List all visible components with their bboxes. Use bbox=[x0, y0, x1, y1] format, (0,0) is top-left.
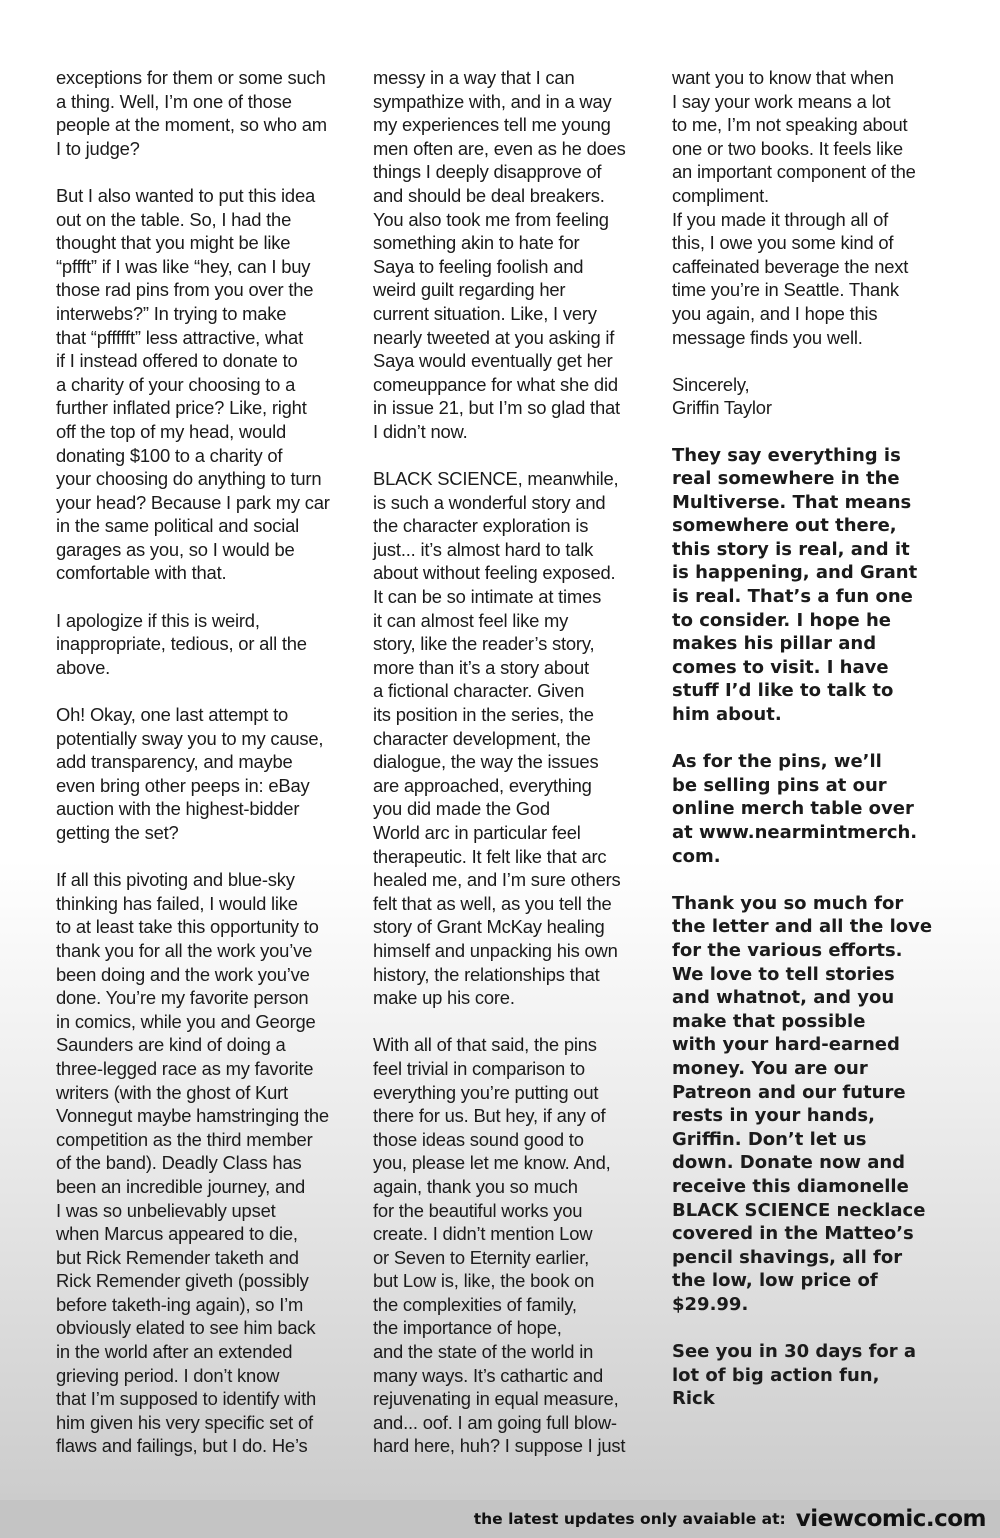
text-line: flaws and failings, but I do. He’s bbox=[56, 1435, 308, 1457]
text-line: before taketh-ing again), so I’m bbox=[56, 1293, 304, 1315]
text-line: With all of that said, the pins bbox=[373, 1034, 597, 1056]
text-line: See you in 30 days for a bbox=[672, 1341, 917, 1363]
footer-text: the latest updates only avaiable at: bbox=[473, 1510, 786, 1528]
text-line: make that possible bbox=[672, 1010, 866, 1032]
text-line: sympathize with, and in a way bbox=[373, 90, 612, 112]
text-line: many ways. It’s cathartic and bbox=[373, 1364, 603, 1386]
text-line: World arc in particular feel bbox=[373, 822, 581, 843]
text-line: is such a wonderful story and bbox=[373, 491, 606, 513]
text-line: this story is real, and it bbox=[672, 538, 910, 560]
text-line: current situation. Like, I very bbox=[373, 302, 597, 324]
text-line: makes his pillar and bbox=[672, 633, 877, 655]
text-line: in the same political and social bbox=[56, 515, 300, 537]
paragraph-gap bbox=[373, 1010, 635, 1034]
text-line: a charity of your choosing to a bbox=[56, 373, 296, 395]
text-line: BLACK SCIENCE necklace bbox=[672, 1199, 926, 1221]
text-line: garages as you, so I would be bbox=[56, 538, 295, 560]
text-line: done. You’re my favorite person bbox=[56, 987, 309, 1009]
text-line: time you’re in Seattle. Thank bbox=[672, 279, 899, 301]
text-line: pencil shavings, all for bbox=[672, 1246, 903, 1268]
text-line: comeuppance for what she did bbox=[373, 373, 618, 395]
text-line: hard here, huh? I suppose I just bbox=[373, 1435, 626, 1457]
text-line: further inflated price? Like, right bbox=[56, 397, 307, 419]
text-line: be selling pins at our bbox=[672, 774, 887, 796]
text-line: or Seven to Eternity earlier, bbox=[373, 1246, 590, 1268]
text-line: thank you for all the work you’ve bbox=[56, 939, 313, 961]
text-line: the letter and all the love bbox=[672, 916, 933, 938]
text-line: Vonnegut maybe hamstringing the bbox=[56, 1105, 329, 1127]
text-line: Saya to feeling foolish and bbox=[373, 255, 584, 277]
text-line: therapeutic. It felt like that arc bbox=[373, 845, 607, 867]
text-line: above. bbox=[56, 656, 111, 678]
text-line: want you to know that when bbox=[672, 67, 894, 88]
text-line: in comics, while you and George bbox=[56, 1010, 316, 1032]
text-line: I was so unbelievably upset bbox=[56, 1199, 276, 1221]
text-line: those rad pins from you over the bbox=[56, 279, 314, 301]
text-line: if I instead offered to donate to bbox=[56, 350, 298, 372]
text-line: your head? Because I park my car bbox=[56, 491, 330, 513]
text-line: You also took me from feeling bbox=[373, 208, 609, 230]
text-line: thinking has failed, I would like bbox=[56, 892, 298, 914]
text-line: auction with the highest-bidder bbox=[56, 798, 300, 820]
text-line: even bring other peeps in: eBay bbox=[56, 774, 310, 796]
text-line: dialogue, the way the issues bbox=[373, 751, 599, 773]
text-line: competition as the third member bbox=[56, 1128, 313, 1150]
text-line: Rick bbox=[672, 1388, 715, 1410]
text-line: lot of big action fun, bbox=[672, 1364, 880, 1386]
text-line: Rick Remender giveth (possibly bbox=[56, 1270, 309, 1292]
text-line: people at the moment, so who am bbox=[56, 114, 327, 136]
text-line: Patreon and our future bbox=[672, 1081, 906, 1103]
paragraph-gap bbox=[672, 349, 932, 373]
text-line: history, the relationships that bbox=[373, 963, 600, 985]
text-line: again, thank you so much bbox=[373, 1175, 578, 1197]
text-line: him about. bbox=[672, 704, 782, 726]
text-line: character development, the bbox=[373, 727, 591, 749]
text-line: that “pffffft” less attractive, what bbox=[56, 326, 303, 348]
text-line: receive this diamonelle bbox=[672, 1175, 909, 1197]
text-line: money. You are our bbox=[672, 1057, 868, 1079]
text-line: They say everything is bbox=[672, 444, 901, 466]
text-line: something akin to hate for bbox=[373, 232, 580, 254]
paragraph-gap bbox=[672, 727, 932, 751]
editor-reply bbox=[672, 444, 932, 1411]
text-line: the low, low price of bbox=[672, 1270, 878, 1292]
text-line: but Low is, like, the book on bbox=[373, 1270, 595, 1292]
text-line: messy in a way that I can bbox=[373, 67, 575, 88]
paragraph-gap bbox=[672, 420, 932, 444]
text-line: to me, I’m not speaking about bbox=[672, 114, 908, 136]
text-line: but Rick Remender taketh and bbox=[56, 1246, 299, 1268]
text-line: If all this pivoting and blue-sky bbox=[56, 869, 295, 891]
text-line: It can be so intimate at times bbox=[373, 586, 602, 608]
paragraph-gap bbox=[672, 868, 932, 892]
text-line: Saunders are kind of doing a bbox=[56, 1034, 286, 1056]
paragraph-gap bbox=[56, 679, 346, 703]
text-line: weird guilt regarding her bbox=[373, 279, 566, 301]
text-line: exceptions for them or some such bbox=[56, 67, 326, 88]
text-line: comfortable with that. bbox=[56, 562, 227, 584]
letter-column-3 bbox=[672, 66, 932, 1411]
text-line: with your hard-earned bbox=[672, 1034, 900, 1056]
text-line: the complexities of family, bbox=[373, 1293, 577, 1315]
text-line: felt that as well, as you tell the bbox=[373, 892, 612, 914]
text-line: the importance of hope, bbox=[373, 1317, 562, 1339]
text-line: We love to tell stories bbox=[672, 963, 895, 985]
text-line: $29.99. bbox=[672, 1293, 749, 1315]
text-line: As for the pins, we’ll bbox=[672, 751, 882, 773]
text-line: inappropriate, tedious, or all the bbox=[56, 633, 307, 655]
letter-column-2 bbox=[373, 66, 635, 1458]
text-line: your choosing do anything to turn bbox=[56, 468, 322, 490]
text-line: covered in the Matteo’s bbox=[672, 1223, 914, 1245]
paragraph-gap bbox=[672, 1316, 932, 1340]
text-line: this, I owe you some kind of bbox=[672, 232, 894, 254]
text-line: my experiences tell me young bbox=[373, 114, 611, 136]
letter-closing bbox=[672, 66, 932, 420]
text-line: story, like the reader’s story, bbox=[373, 633, 595, 655]
text-line: the character exploration is bbox=[373, 515, 589, 537]
text-line: I apologize if this is weird, bbox=[56, 609, 260, 631]
text-line: out on the table. So, I had the bbox=[56, 208, 292, 230]
text-line: interwebs?” In trying to make bbox=[56, 302, 287, 324]
text-line: off the top of my head, would bbox=[56, 420, 287, 442]
text-line: create. I didn’t mention Low bbox=[373, 1223, 593, 1245]
text-line: Thank you so much for bbox=[672, 892, 904, 914]
text-line: you again, and I hope this bbox=[672, 302, 878, 324]
text-line: an important component of the bbox=[672, 161, 916, 183]
text-line: stuff I’d like to talk to bbox=[672, 680, 894, 702]
text-line: when Marcus appeared to die, bbox=[56, 1223, 298, 1245]
text-line: is happening, and Grant bbox=[672, 562, 918, 584]
text-line: one or two books. It feels like bbox=[672, 137, 903, 159]
text-line: and the state of the world in bbox=[373, 1341, 594, 1363]
text-line: writers (with the ghost of Kurt bbox=[56, 1081, 288, 1103]
text-line: three-legged race as my favorite bbox=[56, 1057, 314, 1079]
text-line: for the beautiful works you bbox=[373, 1199, 583, 1221]
text-line: message finds you well. bbox=[672, 326, 863, 348]
text-line: down. Donate now and bbox=[672, 1152, 906, 1174]
text-line: you did made the God bbox=[373, 798, 550, 820]
text-line: to consider. I hope he bbox=[672, 609, 892, 631]
text-line: comes to visit. I have bbox=[672, 656, 889, 678]
text-line: been an incredible journey, and bbox=[56, 1175, 306, 1197]
text-line: to at least take this opportunity to bbox=[56, 916, 319, 938]
text-line: obviously elated to see him back bbox=[56, 1317, 316, 1339]
text-line: make up his core. bbox=[373, 987, 515, 1009]
text-line: are approached, everything bbox=[373, 774, 592, 796]
text-line: BLACK SCIENCE, meanwhile, bbox=[373, 468, 619, 490]
text-line: rests in your hands, bbox=[672, 1105, 875, 1127]
text-line: somewhere out there, bbox=[672, 515, 897, 537]
footer-banner bbox=[0, 1500, 1000, 1538]
paragraph-gap bbox=[56, 160, 346, 184]
paragraph-gap bbox=[56, 845, 346, 869]
letter-column-1 bbox=[56, 66, 346, 1458]
text-line: himself and unpacking his own bbox=[373, 939, 618, 961]
text-line: a fictional character. Given bbox=[373, 680, 585, 702]
text-line: feel trivial in comparison to bbox=[373, 1057, 585, 1079]
text-line: it can almost feel like my bbox=[373, 609, 569, 631]
text-line: Sincerely, bbox=[672, 373, 750, 395]
text-line: grieving period. I don’t know bbox=[56, 1364, 280, 1386]
text-line: about without feeling exposed. bbox=[373, 562, 616, 584]
text-line: been doing and the work you’ve bbox=[56, 963, 310, 985]
text-line: more than it’s a story about bbox=[373, 656, 589, 678]
text-line: you, please let me know. And, bbox=[373, 1152, 611, 1174]
text-line: those ideas sound good to bbox=[373, 1128, 584, 1150]
text-line: donating $100 to a charity of bbox=[56, 444, 283, 466]
text-line: men often are, even as he does bbox=[373, 137, 626, 159]
text-line: is real. That’s a fun one bbox=[672, 586, 913, 608]
text-line: and should be deal breakers. bbox=[373, 184, 605, 206]
text-line: healed me, and I’m sure others bbox=[373, 869, 621, 891]
text-line: Griffin. Don’t let us bbox=[672, 1128, 867, 1150]
text-line: things I deeply disapprove of bbox=[373, 161, 602, 183]
text-line: Oh! Okay, one last attempt to bbox=[56, 704, 289, 726]
text-line: and... oof. I am going full blow- bbox=[373, 1411, 617, 1433]
text-line: everything you’re putting out bbox=[373, 1081, 599, 1103]
text-line: in the world after an extended bbox=[56, 1341, 293, 1363]
text-line: potentially sway you to my cause, bbox=[56, 727, 324, 749]
text-line: Saya would eventually get her bbox=[373, 350, 613, 372]
paragraph-gap bbox=[373, 444, 635, 468]
text-line: story of Grant McKay healing bbox=[373, 916, 605, 938]
text-line: just... it’s almost hard to talk bbox=[373, 538, 594, 560]
text-line: online merch table over bbox=[672, 798, 914, 820]
text-line: I say your work means a lot bbox=[672, 90, 891, 112]
footer-site-link[interactable]: viewcomic.com bbox=[795, 1506, 986, 1532]
text-line: rejuvenating in equal measure, bbox=[373, 1388, 619, 1410]
text-line: that I’m supposed to identify with bbox=[56, 1388, 317, 1410]
text-line: real somewhere in the bbox=[672, 468, 900, 490]
text-line: “pffft” if I was like “hey, can I buy bbox=[56, 255, 311, 277]
text-line: compliment. bbox=[672, 184, 769, 206]
text-line: him given his very specific set of bbox=[56, 1411, 313, 1433]
text-line: caffeinated beverage the next bbox=[672, 255, 909, 277]
text-line: a thing. Well, I’m one of those bbox=[56, 90, 292, 112]
text-line: in issue 21, but I’m so glad that bbox=[373, 397, 620, 419]
text-line: Griffin Taylor bbox=[672, 397, 772, 419]
paragraph-gap bbox=[56, 585, 346, 609]
text-line: getting the set? bbox=[56, 822, 179, 843]
text-line: Multiverse. That means bbox=[672, 491, 912, 513]
text-line: add transparency, and maybe bbox=[56, 751, 293, 773]
text-line: I to judge? bbox=[56, 137, 140, 159]
text-line: If you made it through all of bbox=[672, 208, 889, 230]
text-line: and whatnot, and you bbox=[672, 987, 895, 1009]
text-line: of the band). Deadly Class has bbox=[56, 1152, 302, 1174]
text-line: at www.nearmintmerch. bbox=[672, 822, 918, 843]
text-line: com. bbox=[672, 845, 721, 867]
text-line: I didn’t now. bbox=[373, 420, 468, 442]
text-line: its position in the series, the bbox=[373, 704, 594, 726]
text-line: there for us. But hey, if any of bbox=[373, 1105, 606, 1127]
text-line: nearly tweeted at you asking if bbox=[373, 326, 615, 348]
text-line: thought that you might be like bbox=[56, 232, 291, 254]
text-line: for the various efforts. bbox=[672, 939, 903, 961]
text-line: But I also wanted to put this idea bbox=[56, 184, 316, 206]
